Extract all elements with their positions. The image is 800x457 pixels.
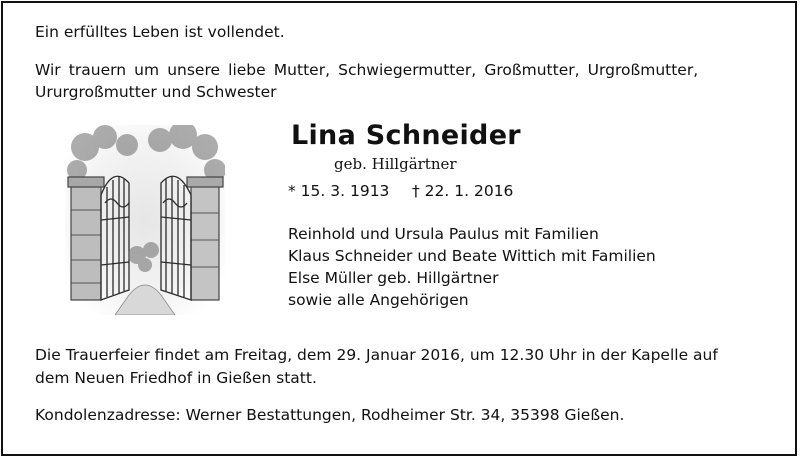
service-text-line-1: Die Trauerfeier findet am Freitag, dem 29. Januar 2016, um 12.30 Uhr in der Kapelle auf [35,346,718,364]
condolence-address: Kondolenzadresse: Werner Bestattungen, Rodheimer Str. 34, 35398 Gießen. [35,406,625,424]
death-date: † 22. 1. 2016 [412,182,514,200]
family-list [288,223,656,311]
mourning-text-line-2: Ururgroßmutter und Schwester [35,83,277,101]
maiden-name: geb. Hillgärtner [334,155,457,173]
mourning-text-line-1: Wir trauern um unsere liebe Mutter, Schwiegermutter, Großmutter, Urgroßmutter, [35,61,699,79]
family-line-4: sowie alle Angehörigen [288,291,469,309]
intro-text: Ein erfülltes Leben ist vollendet. [35,23,285,41]
family-line-1: Reinhold und Ursula Paulus mit Familien [288,225,599,243]
birth-date: * 15. 3. 1913 [288,182,390,200]
service-text-line-2: dem Neuen Friedhof in Gießen statt. [35,369,317,387]
family-line-2: Klaus Schneider und Beate Wittich mit Familien [288,247,656,265]
obituary-notice [1,1,797,456]
deceased-name: Lina Schneider [291,120,521,151]
family-line-3: Else Müller geb. Hillgärtner [288,269,499,287]
garden-gate-image [65,125,225,315]
